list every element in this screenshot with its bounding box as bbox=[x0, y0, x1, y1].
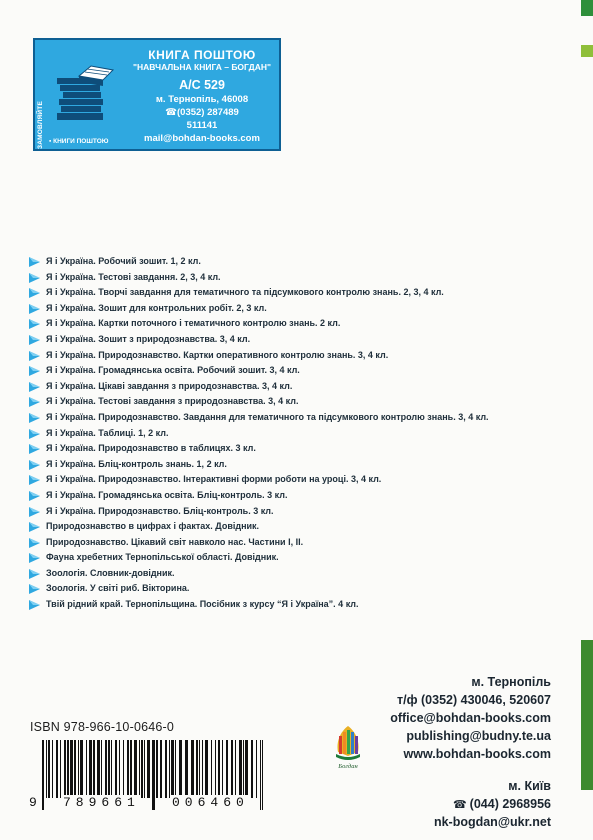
book-title bbox=[29, 332, 569, 348]
barcode-bar bbox=[115, 740, 117, 798]
barcode-bar bbox=[139, 740, 140, 798]
stamp-subtitle: "НАВЧАЛЬНА КНИГА – БОГДАН" bbox=[132, 62, 272, 72]
book-title-text: Фауна хребетних Тернопільської області. Довідник. bbox=[46, 552, 279, 563]
book-title bbox=[29, 504, 569, 520]
arrow-marker-icon bbox=[29, 366, 40, 376]
book-title bbox=[29, 410, 569, 426]
light-green-accent bbox=[581, 45, 593, 57]
book-title bbox=[29, 488, 569, 504]
book-title-text: Я і Україна. Творчі завдання для тематичного та підсумкового контролю знань. 2, 3, 4 кл. bbox=[46, 287, 444, 298]
book-title-text: Я і Україна. Природознавство. Інтерактивні форми роботи на уроці. 3, 4 кл. bbox=[46, 474, 382, 485]
kyiv-city: м. Київ bbox=[508, 779, 551, 793]
barcode-bar bbox=[218, 740, 220, 798]
book-title bbox=[29, 301, 569, 317]
barcode-bar bbox=[127, 740, 129, 798]
publishing-email: publishing@budny.te.ua bbox=[406, 729, 551, 743]
barcode-bar bbox=[211, 740, 212, 798]
publisher-contacts bbox=[390, 673, 551, 831]
book-title-list bbox=[29, 254, 569, 613]
arrow-marker-icon bbox=[29, 444, 40, 454]
barcode-bar bbox=[243, 740, 244, 798]
barcode-first-digit: 9 bbox=[29, 795, 37, 810]
barcode-bar bbox=[169, 740, 170, 798]
arrow-marker-icon bbox=[29, 429, 40, 439]
barcode-bar bbox=[52, 740, 53, 798]
book-title-text: Я і Україна. Картки поточного і тематичного контролю знань. 2 кл. bbox=[46, 318, 341, 329]
kyiv-phone-line bbox=[390, 795, 551, 813]
barcode-bar bbox=[251, 740, 253, 798]
barcode-bar bbox=[80, 740, 83, 798]
book-title bbox=[29, 254, 569, 270]
barcode-bar bbox=[215, 740, 216, 798]
barcode-bar bbox=[171, 740, 174, 798]
barcode-bar bbox=[74, 740, 76, 798]
barcode-bar bbox=[134, 740, 137, 798]
book-title bbox=[29, 316, 569, 332]
stamp-phone: ☎(0352) 287489 bbox=[165, 107, 239, 118]
barcode-bar bbox=[231, 740, 233, 798]
book-title bbox=[29, 550, 569, 566]
book-title bbox=[29, 441, 569, 457]
isbn-number: ISBN 978-966-10-0646-0 bbox=[30, 720, 175, 734]
arrow-marker-icon bbox=[29, 569, 40, 579]
barcode-bar bbox=[185, 740, 188, 798]
stamp-bottom-text: ▪ КНИГИ ПОШТОЮ bbox=[49, 138, 109, 145]
stamp-title: КНИГА ПОШТОЮ bbox=[148, 48, 256, 62]
book-title bbox=[29, 581, 569, 597]
barcode-bar bbox=[222, 740, 223, 798]
book-title bbox=[29, 519, 569, 535]
arrow-marker-icon bbox=[29, 475, 40, 485]
book-title-text: Я і Україна. Природознавство. Картки оперативного контролю знань. 3, 4 кл. bbox=[46, 349, 389, 360]
barcode-bar bbox=[56, 740, 58, 798]
phone-icon: ☎ bbox=[452, 799, 467, 811]
arrow-marker-icon bbox=[29, 335, 40, 345]
book-title bbox=[29, 566, 569, 582]
barcode-bar bbox=[89, 740, 92, 798]
book-title-text: Я і Україна. Природознавство. Завдання для тематичного та підсумкового контролю знань. 3, 4 кл. bbox=[46, 411, 489, 422]
book-title bbox=[29, 457, 569, 473]
arrow-marker-icon bbox=[29, 288, 40, 298]
barcode-bar bbox=[93, 740, 95, 798]
green-side-accent bbox=[581, 640, 593, 790]
barcode-bar bbox=[199, 740, 200, 798]
book-title-text: Я і Україна. Зошит з природознавства. 3, 4 кл. bbox=[46, 333, 251, 344]
barcode-bar bbox=[119, 740, 120, 798]
book-title bbox=[29, 348, 569, 364]
book-title-text: Природознавство в цифрах і фактах. Довідник. bbox=[46, 521, 260, 532]
barcode-bar bbox=[111, 740, 112, 798]
barcode-bar bbox=[144, 740, 145, 798]
arrow-marker-icon bbox=[29, 538, 40, 548]
barcode-digits bbox=[28, 795, 278, 813]
book-title-text: Я і Україна. Громадянська освіта. Бліц-контроль. 3 кл. bbox=[46, 489, 288, 500]
barcode-bar bbox=[165, 740, 167, 798]
barcode-bar bbox=[205, 740, 208, 798]
barcode-bar bbox=[130, 740, 132, 798]
mail-order-stamp bbox=[33, 38, 281, 151]
book-title bbox=[29, 285, 569, 301]
barcode-bar bbox=[70, 740, 73, 798]
book-title-text: Твій рідний край. Тернопільщина. Посібник з курсу “Я і Україна”. 4 кл. bbox=[46, 599, 359, 610]
barcode-group-2: 006460 bbox=[172, 795, 249, 810]
barcode-bar bbox=[175, 740, 176, 798]
book-title bbox=[29, 426, 569, 442]
book-title-text: Природознавство. Цікавий світ навколо нас. Частини I, II. bbox=[46, 536, 304, 547]
arrow-marker-icon bbox=[29, 257, 40, 267]
stamp-number: 511141 bbox=[186, 120, 218, 131]
book-title-text: Я і Україна. Цікаві завдання з природознавства. 3, 4 кл. bbox=[46, 380, 293, 391]
arrow-marker-icon bbox=[29, 397, 40, 407]
website-link: www.bohdan-books.com bbox=[403, 747, 551, 761]
arrow-marker-icon bbox=[29, 351, 40, 361]
barcode-bar bbox=[235, 740, 236, 798]
arrow-marker-icon bbox=[29, 584, 40, 594]
ternopil-city: м. Тернопіль bbox=[471, 675, 551, 689]
book-title bbox=[29, 472, 569, 488]
barcode-bar bbox=[64, 740, 66, 798]
kyiv-phone: (044) 2968956 bbox=[469, 797, 551, 811]
open-books-icon bbox=[51, 58, 121, 130]
book-title-text: Я і Україна. Громадянська освіта. Робочий зошит. 3, 4 кл. bbox=[46, 365, 300, 376]
barcode-bar bbox=[78, 740, 79, 798]
book-title bbox=[29, 270, 569, 286]
arrow-marker-icon bbox=[29, 507, 40, 517]
barcode-bar bbox=[46, 740, 47, 798]
barcode-bar bbox=[226, 740, 228, 798]
arrow-marker-icon bbox=[29, 460, 40, 470]
barcode-bar bbox=[67, 740, 69, 798]
barcode-bar bbox=[97, 740, 100, 798]
arrow-marker-icon bbox=[29, 304, 40, 314]
barcode-bar bbox=[105, 740, 107, 798]
barcode-bar bbox=[48, 740, 50, 798]
book-title-text: Я і Україна. Тестові завдання з природознавства. 3, 4 кл. bbox=[46, 396, 299, 407]
barcode-bar bbox=[86, 740, 87, 798]
book-title-text: Зоологія. Словник-довідник. bbox=[46, 567, 175, 578]
bogdan-publisher-logo bbox=[330, 722, 366, 770]
book-title-text: Я і Україна. Зошит для контрольних робіт. 2, 3 кл. bbox=[46, 302, 267, 313]
barcode-bar bbox=[179, 740, 182, 798]
barcode-bar bbox=[156, 740, 158, 798]
barcode-bar bbox=[108, 740, 110, 798]
book-title-text: Я і Україна. Природознавство. Бліц-контроль. 3 кл. bbox=[46, 505, 274, 516]
arrow-marker-icon bbox=[29, 600, 40, 610]
barcode-bar bbox=[60, 740, 61, 798]
green-corner-accent bbox=[581, 0, 593, 16]
arrow-marker-icon bbox=[29, 413, 40, 423]
kyiv-email: nk-bogdan@ukr.net bbox=[433, 815, 551, 829]
barcode-bar bbox=[191, 740, 194, 798]
arrow-marker-icon bbox=[29, 553, 40, 563]
book-title bbox=[29, 363, 569, 379]
book-title-text: Я і Україна. Робочий зошит. 1, 2 кл. bbox=[46, 256, 201, 266]
barcode-bar bbox=[202, 740, 203, 798]
barcode-bar bbox=[147, 740, 150, 798]
book-title-text: Я і Україна. Тестові завдання. 2, 3, 4 кл. bbox=[46, 271, 221, 282]
barcode-bar bbox=[256, 740, 257, 798]
arrow-marker-icon bbox=[29, 382, 40, 392]
stamp-po-box: А/С 529 bbox=[179, 78, 225, 92]
barcode-bar bbox=[160, 740, 162, 798]
arrow-marker-icon bbox=[29, 491, 40, 501]
book-title-text: Зоологія. У світі риб. Вікторина. bbox=[46, 583, 190, 594]
book-title-text: Я і Україна. Таблиці. 1, 2 кл. bbox=[46, 427, 169, 438]
logo-text: Богдан bbox=[338, 763, 358, 770]
stamp-city: м. Тернопіль, 46008 bbox=[155, 94, 249, 105]
book-title bbox=[29, 379, 569, 395]
barcode-bar bbox=[245, 740, 248, 798]
barcode-bar bbox=[101, 740, 102, 798]
book-title-text: Я і Україна. Природознавство в таблицях. 3 кл. bbox=[46, 443, 256, 454]
book-title-text: Я і Україна. Бліц-контроль знань. 1, 2 кл. bbox=[46, 458, 227, 469]
arrow-marker-icon bbox=[29, 522, 40, 532]
stamp-email: mail@bohdan-books.com bbox=[144, 133, 260, 144]
book-title bbox=[29, 394, 569, 410]
barcode-bar bbox=[123, 740, 124, 798]
barcode-group-1: 789661 bbox=[63, 795, 140, 810]
arrow-marker-icon bbox=[29, 319, 40, 329]
barcode-bar bbox=[239, 740, 242, 798]
office-email: office@bohdan-books.com bbox=[390, 711, 551, 725]
barcode-bar bbox=[196, 740, 198, 798]
ternopil-phone: т/ф (0352) 430046, 520607 bbox=[397, 693, 551, 707]
stamp-side-text: ЗАМОВЛЯЙТЕ bbox=[37, 101, 44, 149]
book-title bbox=[29, 597, 569, 613]
barcode-bar bbox=[141, 740, 143, 798]
book-title bbox=[29, 535, 569, 551]
arrow-marker-icon bbox=[29, 273, 40, 283]
